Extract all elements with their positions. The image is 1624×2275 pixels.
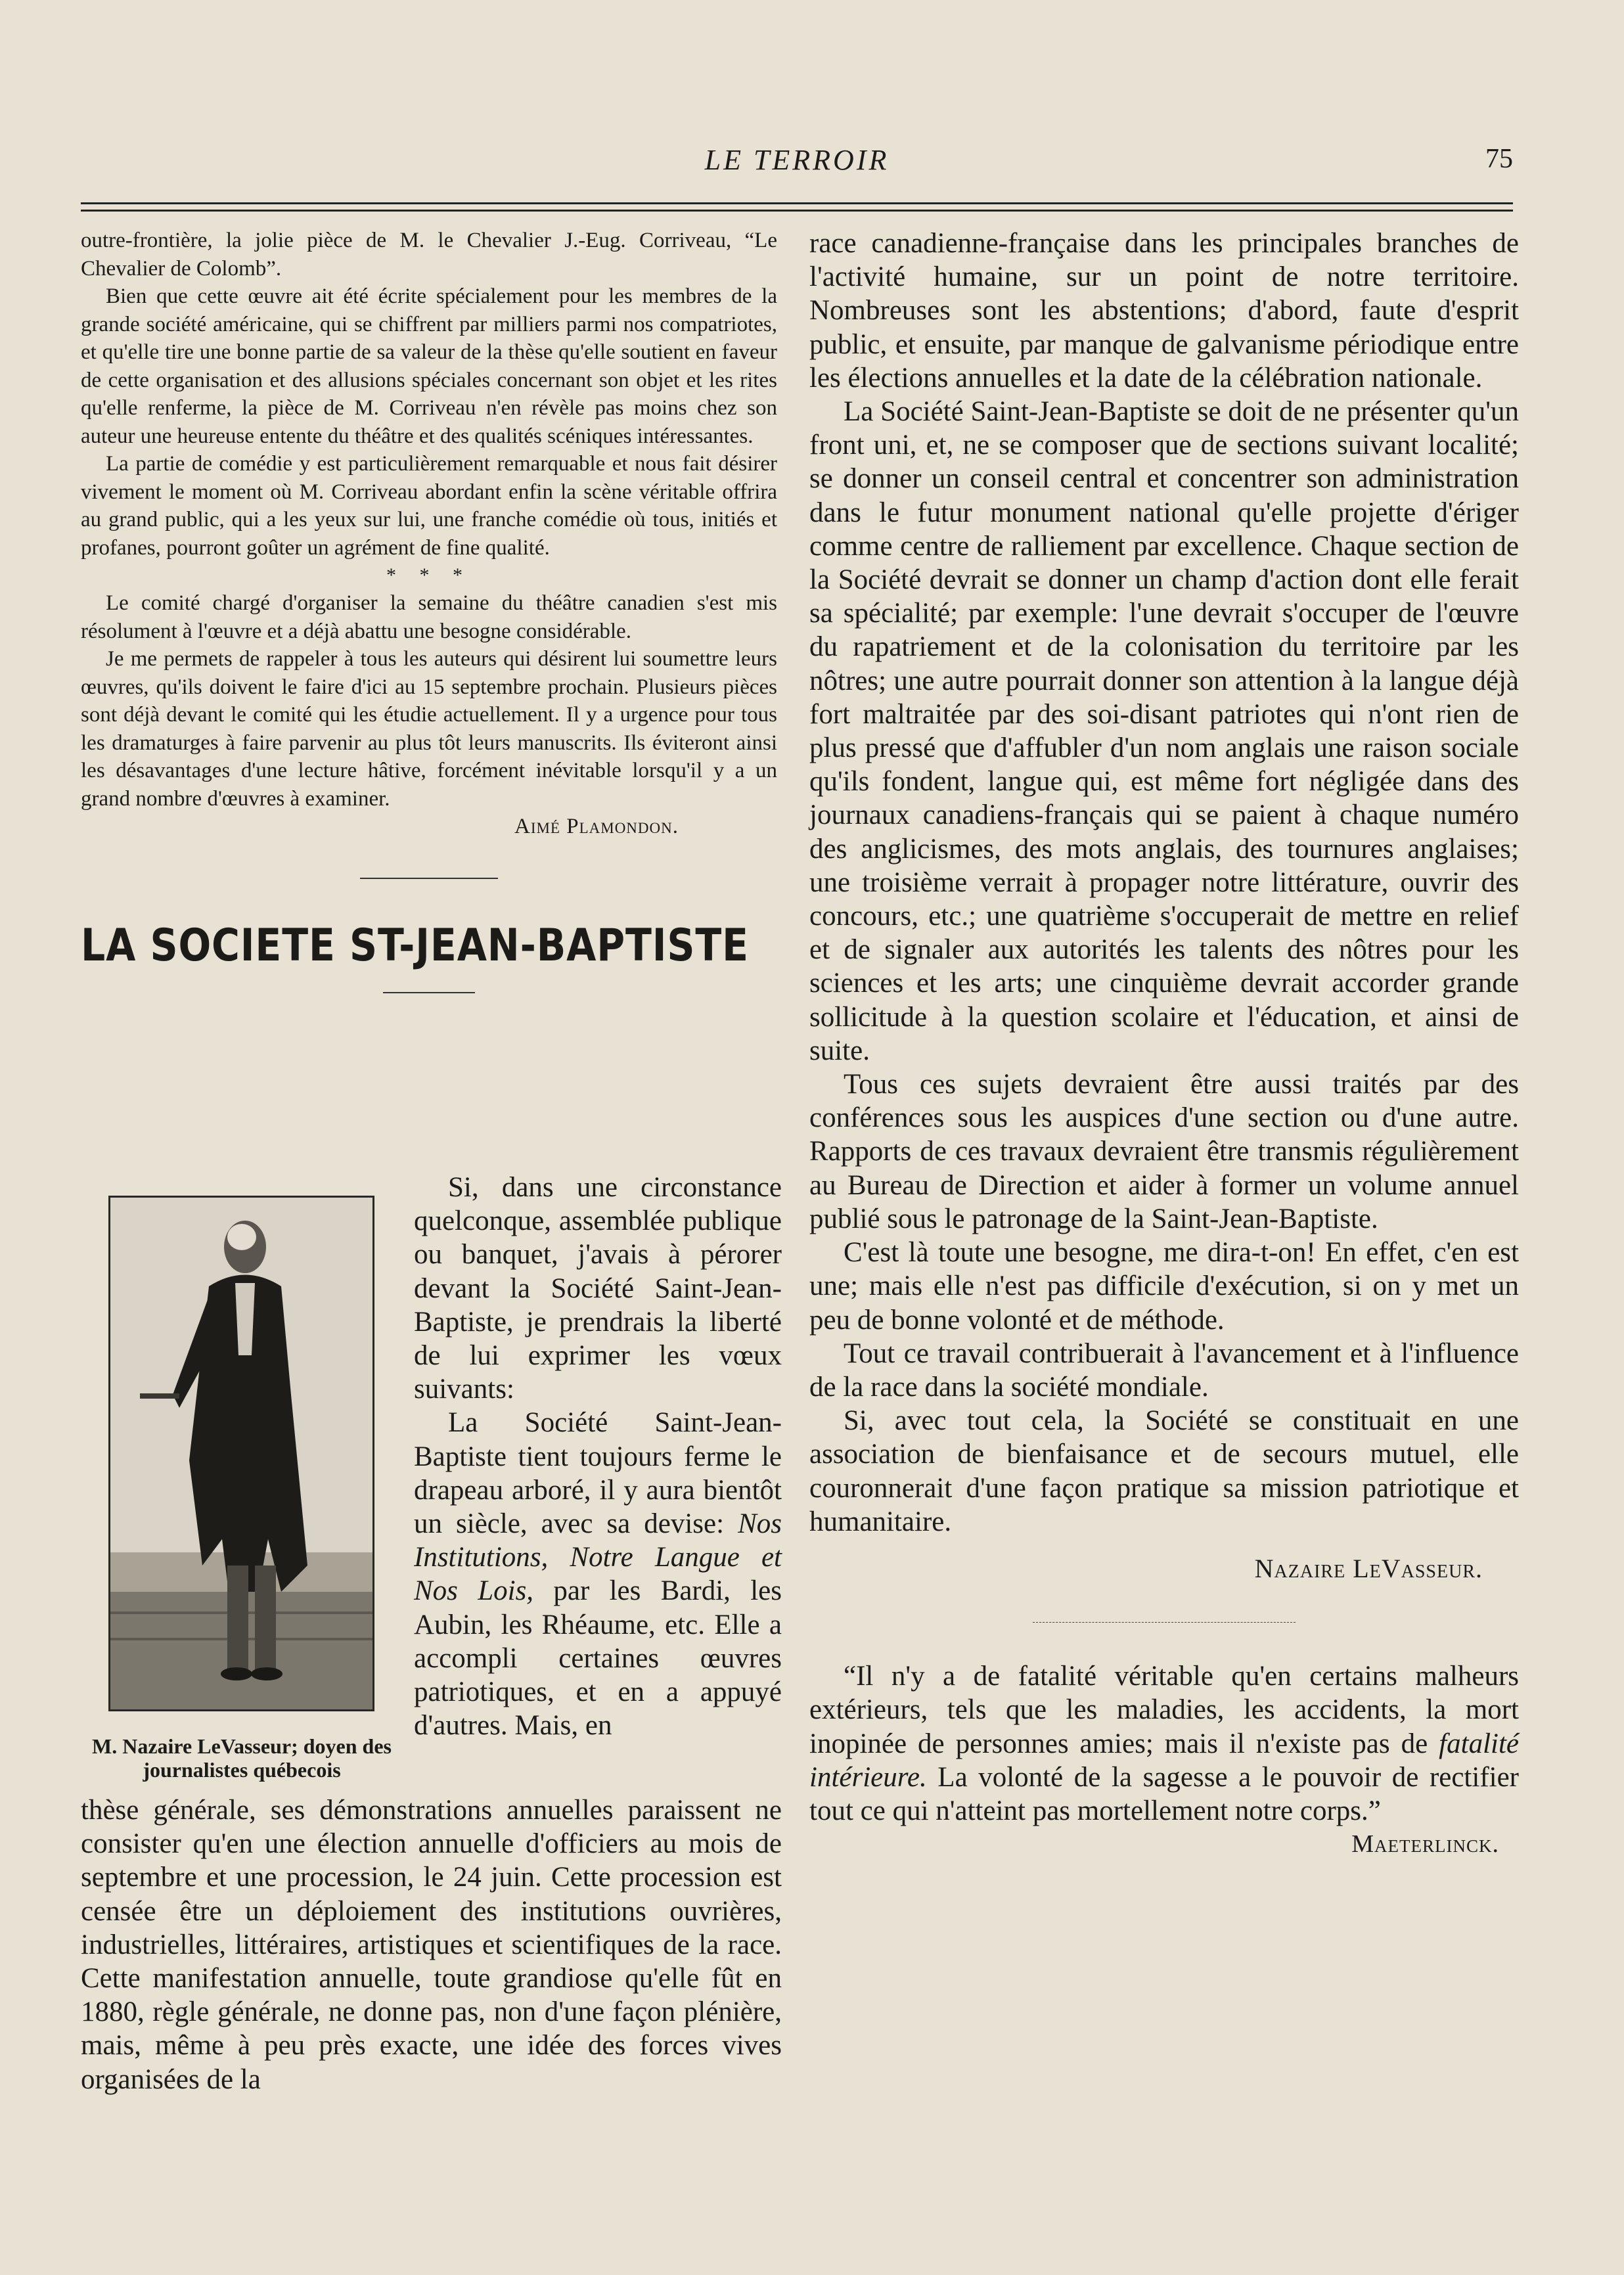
text-span: par les Bardi, les Aubin, les Rhéaume, etc. Elle a accompli certaines œuvres patriotiques, et en a appuyé d'autres. Mais, en bbox=[414, 1575, 782, 1742]
review-paragraph: Bien que cette œuvre ait été écrite spécialement pour les membres de la grande société américaine, qui se chiffrent par milliers parmi nos compatriotes, et qu'elle tire une bonne partie de sa valeur de la thèse qu'elle soutient en faveur de cette organisation et des allusions spéciales concernant son objet et les rites qu'elle renferme, la pièce de M. Corriveau n'en révèle pas moins chez son auteur une heureuse entente du théâtre et des qualités scéniques intéressantes. bbox=[81, 284, 777, 448]
quote-author: Maeterlinck. bbox=[1351, 1830, 1499, 1858]
article-continuation bbox=[81, 1793, 782, 2096]
journal-title: LE TERROIR bbox=[704, 144, 890, 176]
article-paragraph bbox=[414, 1406, 782, 1742]
article-intro bbox=[414, 1171, 782, 1742]
review-paragraph: Je me permets de rappeler à tous les auteurs qui désirent lui soumettre leurs œuvres, qu'ils doivent le faire d'ici au 15 septembre prochain. Plusieurs pièces sont déjà devant le comité qui les étudie actuellement. Il y a urgence pour tous les dramaturges à faire parvenir au plus tôt leurs manuscrits. Ils éviteront ainsi les désavantages d'une lecture hâtive, forcément inévitable lorsqu'il y a un grand nombre d'œuvres à examiner. bbox=[81, 647, 777, 811]
header-double-rule bbox=[81, 202, 1513, 212]
text-span: La Société Saint-Jean-Baptiste tient toujours ferme le drapeau arboré, il y aura bientôt un siècle, avec sa devise: bbox=[414, 1407, 782, 1540]
photo-caption: M. Nazaire LeVasseur; doyen des journalistes québecois bbox=[92, 1734, 392, 1782]
left-column bbox=[81, 227, 777, 993]
maeterlinck-quote bbox=[809, 1659, 1519, 1828]
text-span: fatalité intérieure. bbox=[809, 1728, 1519, 1793]
article-paragraph: La Société Saint-Jean-Baptiste se doit de ne présenter qu'un front uni, et, ne se composer que de sections suivant localité; se donner un conseil central et concentrer son administration dans le futur monument national qu'elle projette d'ériger comme centre de ralliement par excellence. Chaque section de la Société devrait se donner un champ d'action dont elle ferait sa spécialité; par exemple: l'une devrait s'occuper de l'œuvre du rapatriement et de la colonisation du territoire par les nôtres; une autre pourrait donner son attention à la langue déjà fort maltraitée par des soi-disant patriotes qui n'ont rien de plus pressé que d'affubler d'un nom anglais une raison sociale qu'ils fondent, langue qui, est même fort négligée dans des journaux canadiens-français qui se paient à chaque numéro des anglicismes, des mots anglais, des tournures anglaises; une troisième verrait à propager notre littérature, ouvrir des concours, etc.; une quatrième s'occuperait de mettre en relief et de signaler aux autorités les talents des nôtres pour les sciences et les arts; une cinquième devrait accorder grande sollicitude à la question scolaire et l'éducation, et ainsi de suite. bbox=[809, 396, 1519, 1066]
review-paragraph: La partie de comédie y est particulièrement remarquable et nous fait désirer vivement le moment où M. Corriveau abordant enfin la scène véritable offrira au grand public, qui a les yeux sur lui, une franche comédie où tous, initiés et profanes, pourront goûter un agrément de fine qualité. bbox=[81, 452, 777, 560]
article-paragraph: Tous ces sujets devraient être aussi traités par des conférences sous les auspices d'une section ou d'une autre. Rapports de ces travaux devraient être transmis régulièrement au Bureau de Direction et aider à former un volume annuel publié sous le patronage de la Saint-Jean-Baptiste. bbox=[809, 1069, 1519, 1234]
text-span: “Il n'y a de fatalité véritable qu'en certains malheurs extérieurs, tels que les maladies, les accidents, la mort inopinée de personnes amies; mais il n'existe pas de bbox=[809, 1661, 1519, 1759]
headline-rule bbox=[383, 992, 475, 993]
article-paragraph: C'est là toute une besogne, me dira-t-on! En effet, c'en est une; mais elle n'est pas difficile d'exécution, si on y met un peu de bonne volonté et de méthode. bbox=[809, 1237, 1519, 1336]
page-number: 75 bbox=[1485, 144, 1513, 174]
text-span: La volonté de la sagesse a le pouvoir de rectifier tout ce qui n'atteint pas mortellement notre corps.” bbox=[809, 1761, 1519, 1826]
review-paragraph: outre-frontière, la jolie pièce de M. le Chevalier J.-Eug. Corriveau, “Le Chevalier de Colomb”. bbox=[81, 229, 777, 281]
running-head bbox=[81, 143, 1513, 183]
portrait-photo bbox=[108, 1196, 374, 1711]
theatre-review bbox=[81, 227, 777, 841]
article-paragraph: Tout ce travail contribuerait à l'avancement et à l'influence de la race dans la société mondiale. bbox=[809, 1338, 1519, 1403]
article-paragraph: Si, dans une circonstance quelconque, assemblée publique ou banquet, j'avais à pérorer devant la Société Saint-Jean-Baptiste, je prendrais la liberté de lui exprimer les vœux suivants: bbox=[414, 1172, 782, 1405]
article-signature: Nazaire LeVasseur. bbox=[1254, 1553, 1483, 1583]
right-column bbox=[809, 227, 1519, 1861]
article-paragraph: race canadienne-française dans les principales branches de l'activité humaine, sur un point de notre territoire. Nombreuses sont les abstentions; d'abord, faute d'esprit public, et ensuite, par manque de galvanisme périodique entre les élections annuelles et la date de la célébration nationale. bbox=[809, 228, 1519, 394]
portrait-illustration bbox=[110, 1198, 373, 1710]
review-paragraph: Le comité chargé d'organiser la semaine du théâtre canadien s'est mis résolument à l'œuvre et a déjà abattu une besogne considérable. bbox=[81, 591, 777, 643]
society-motto: Nos Institutions, Notre Langue et Nos Lois, bbox=[414, 1508, 782, 1607]
article-headline: LA SOCIETE ST-JEAN-BAPTISTE bbox=[81, 919, 749, 972]
article-paragraph: thèse générale, ses démonstrations annuelles paraissent ne consister qu'en une élection annuelle d'officiers au mois de septembre et une procession, le 24 juin. Cette procession est censée être un déploiement des institutions ouvrières, industrielles, littéraires, artistiques et scientifiques de la race. Cette manifestation annuelle, toute grandiose qu'elle fût en 1880, règle générale, ne donne pas, non d'une façon plénière, mais, même à peu près exacte, une idée des forces vives organisées de la bbox=[81, 1795, 782, 2095]
review-signature: Aimé Plamondon. bbox=[514, 815, 679, 838]
section-separator: * * * bbox=[386, 564, 472, 586]
article-paragraph: Si, avec tout cela, la Société se constituait en une association de bienfaisance et de secours mutuel, elle couronnerait d'une façon pratique sa mission patriotique et humanitaire. bbox=[809, 1405, 1519, 1537]
